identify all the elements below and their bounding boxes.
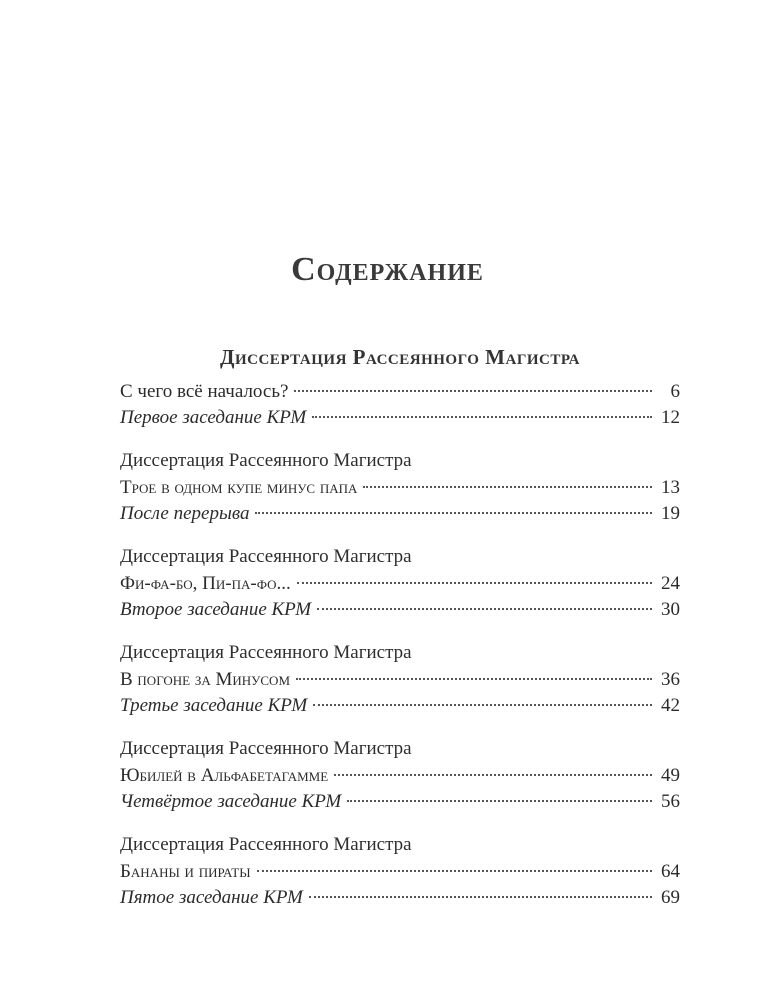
dot-leader xyxy=(257,870,652,872)
group-label: Диссертация Рассеянного Магистра xyxy=(120,834,412,855)
entry-page-number: 36 xyxy=(661,669,680,690)
toc-entry[interactable] xyxy=(120,693,680,718)
toc-group xyxy=(120,545,680,622)
table-of-contents xyxy=(120,343,680,929)
entry-title: Бананы и пираты xyxy=(120,861,251,882)
entry-title: Пятое заседание КРМ xyxy=(120,887,303,908)
toc-entry[interactable] xyxy=(120,405,680,430)
entry-title: Четвёртое заседание КРМ xyxy=(120,791,342,812)
dot-leader xyxy=(297,582,652,584)
dot-leader xyxy=(313,704,652,706)
dot-leader xyxy=(363,486,652,488)
toc-groups xyxy=(120,379,680,910)
entry-title: С чего всё началось? xyxy=(120,381,289,402)
toc-group xyxy=(120,379,680,430)
toc-group xyxy=(120,737,680,814)
dot-leader xyxy=(255,512,652,514)
section-heading: Диссертация Рассеянного Магистра xyxy=(220,345,580,369)
entry-title: Второе заседание КРМ xyxy=(120,599,312,620)
dot-leader xyxy=(309,896,652,898)
toc-entry[interactable] xyxy=(120,501,680,526)
entry-page-number: 24 xyxy=(661,573,680,594)
toc-entry[interactable] xyxy=(120,789,680,814)
entry-page-number: 12 xyxy=(661,407,680,428)
dot-leader xyxy=(334,774,652,776)
dot-leader xyxy=(294,390,652,392)
entry-page-number: 64 xyxy=(661,861,680,882)
entry-page-number: 49 xyxy=(661,765,680,786)
entry-title: Фи-фа-бо, Пи-па-фо... xyxy=(120,573,291,594)
group-label: Диссертация Рассеянного Магистра xyxy=(120,450,412,471)
dot-leader xyxy=(347,800,652,802)
entry-page-number: 30 xyxy=(661,599,680,620)
entry-page-number: 6 xyxy=(670,381,680,402)
page-title: Содержание xyxy=(291,250,484,288)
toc-entry[interactable] xyxy=(120,597,680,622)
entry-title: Первое заседание КРМ xyxy=(120,407,307,428)
dot-leader xyxy=(312,416,652,418)
entry-page-number: 19 xyxy=(661,503,680,524)
toc-entry[interactable] xyxy=(120,475,680,500)
entry-page-number: 42 xyxy=(661,695,680,716)
group-label: Диссертация Рассеянного Магистра xyxy=(120,642,412,663)
entry-title: Третье заседание КРМ xyxy=(120,695,308,716)
entry-page-number: 69 xyxy=(661,887,680,908)
entry-page-number: 56 xyxy=(661,791,680,812)
toc-entry[interactable] xyxy=(120,379,680,404)
toc-entry[interactable] xyxy=(120,885,680,910)
entry-title: В погоне за Минусом xyxy=(120,669,291,690)
toc-entry[interactable] xyxy=(120,571,680,596)
toc-group xyxy=(120,449,680,526)
toc-entry[interactable] xyxy=(120,763,680,788)
dot-leader xyxy=(317,608,652,610)
toc-group xyxy=(120,641,680,718)
entry-title: Трое в одном купе минус папа xyxy=(120,477,358,498)
group-label: Диссертация Рассеянного Магистра xyxy=(120,738,412,759)
entry-title: После перерыва xyxy=(120,503,250,524)
dot-leader xyxy=(296,678,652,680)
toc-group xyxy=(120,833,680,910)
toc-entry[interactable] xyxy=(120,859,680,884)
entry-title: Юбилей в Альфабетагамме xyxy=(120,765,329,786)
toc-entry[interactable] xyxy=(120,667,680,692)
group-label: Диссертация Рассеянного Магистра xyxy=(120,546,412,567)
entry-page-number: 13 xyxy=(661,477,680,498)
